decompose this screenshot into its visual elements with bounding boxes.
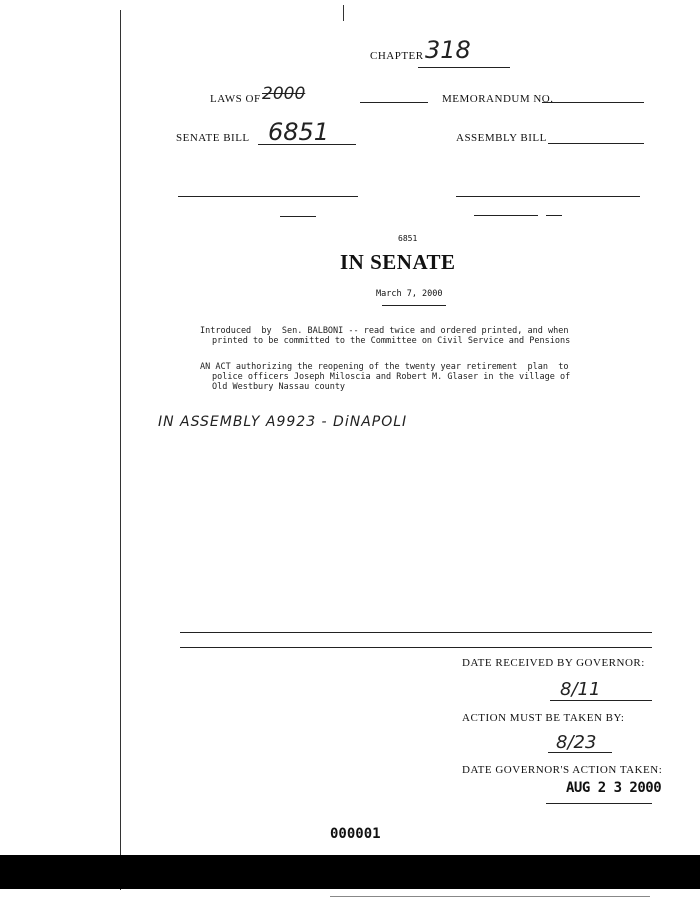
right-signature-line <box>456 196 640 197</box>
laws-of-underline-2 <box>360 102 428 103</box>
bill-title: IN SENATE <box>340 250 456 274</box>
bill-number: 6851 <box>398 234 418 243</box>
right-short-line <box>474 215 538 216</box>
bottom-fine-line <box>330 896 650 897</box>
date-received-underline <box>550 700 652 701</box>
memorandum-underline <box>542 102 644 103</box>
memorandum-label: MEMORANDUM NO. <box>442 93 554 105</box>
date-underline <box>382 305 446 306</box>
senate-bill-underline <box>258 144 356 145</box>
senate-bill-value: 6851 <box>268 118 330 146</box>
chapter-value: 318 <box>425 36 471 64</box>
separator-line-2 <box>180 647 652 648</box>
assembly-bill-label: ASSEMBLY BILL <box>456 132 547 144</box>
action-taken-underline <box>546 803 652 804</box>
laws-of-value: 2000 <box>262 84 306 104</box>
assembly-annotation: IN ASSEMBLY A9923 - DiNAPOLI <box>158 414 408 430</box>
left-margin-line <box>120 10 121 890</box>
action-must-label: ACTION MUST BE TAKEN BY: <box>462 712 625 724</box>
senate-bill-label: SENATE BILL <box>176 132 250 144</box>
act-line-1: AN ACT authorizing the reopening of the twenty year retirement plan to <box>200 362 569 372</box>
right-short-line-2 <box>546 215 562 216</box>
chapter-underline <box>418 67 510 68</box>
action-taken-label: DATE GOVERNOR'S ACTION TAKEN: <box>462 764 663 776</box>
laws-of-label: LAWS OF <box>210 93 261 105</box>
left-signature-line <box>178 196 358 197</box>
bill-date: March 7, 2000 <box>376 289 443 299</box>
introduced-line-2: printed to be committed to the Committee on Civil Service and Pensions <box>212 336 571 346</box>
action-taken-stamp: AUG 2 3 2000 <box>566 780 662 796</box>
act-line-2: police officers Joseph Miloscia and Robert M. Glaser in the village of <box>212 372 571 382</box>
top-tick-line <box>343 5 344 21</box>
act-line-3: Old Westbury Nassau county <box>212 382 346 392</box>
action-must-underline <box>548 752 612 753</box>
left-short-line <box>280 216 316 217</box>
date-received-label: DATE RECEIVED BY GOVERNOR: <box>462 657 645 669</box>
action-must-value: 8/23 <box>556 732 597 753</box>
separator-line-1 <box>180 632 652 633</box>
bottom-black-bar <box>0 855 700 889</box>
page-number: 000001 <box>330 826 381 842</box>
chapter-label: CHAPTER <box>370 50 424 62</box>
date-received-value: 8/11 <box>560 679 601 700</box>
assembly-bill-underline <box>548 143 644 144</box>
introduced-line-1: Introduced by Sen. BALBONI -- read twice and ordered printed, and when <box>200 326 569 336</box>
